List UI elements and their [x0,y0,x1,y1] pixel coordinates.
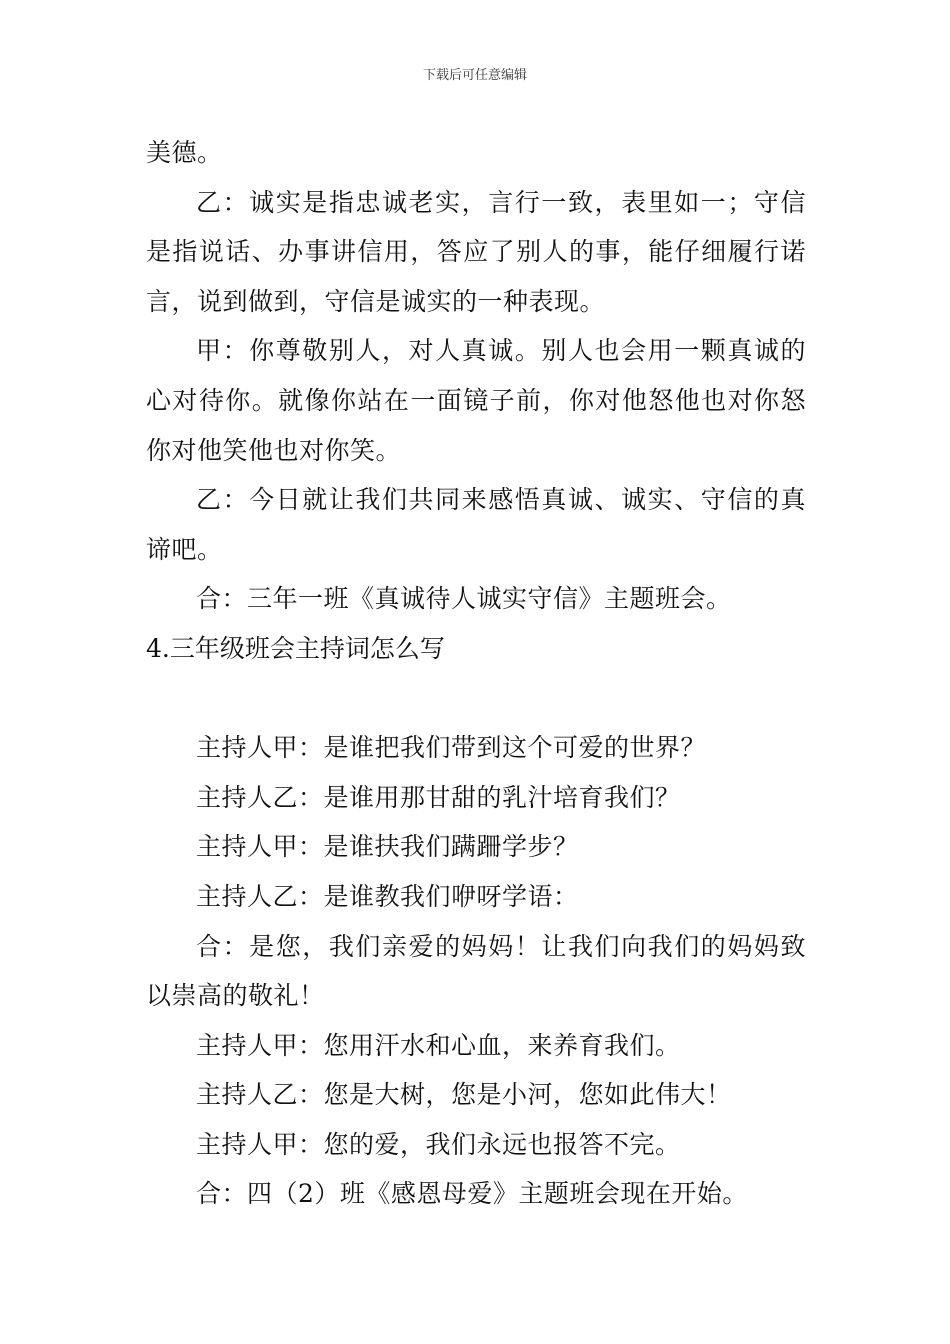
paragraph-mirror: 甲：你尊敬别人，对人真诚。别人也会用一颗真诚的心对待你。就像你站在一面镜子前，你对他怒他也对你怒你对他笑他也对你笑。 [146,336,806,465]
dialogue-line: 主持人乙：您是大树，您是小河，您如此伟大！ [196,1080,732,1110]
dialogue-line: 主持人甲：是谁把我们带到这个可爱的世界？ [196,733,707,763]
blank-line [146,674,806,724]
paragraph-class-meeting: 合：三年一班《真诚待人诚实守信》主题班会。 [196,584,732,614]
dialogue-line: 主持人甲：是谁扶我们蹒跚学步？ [196,832,579,862]
dialogue-line: 合：四（2）班《感恩母爱》主题班会现在开始。 [196,1179,748,1209]
paragraph-today: 乙：今日就让我们共同来感悟真诚、诚实、守信的真谛吧。 [146,485,806,564]
dialogue-line: 主持人甲：您用汗水和心血，来养育我们。 [196,1030,681,1060]
dialogue-line: 主持人乙：是谁用那甘甜的乳汁培育我们？ [196,782,681,812]
paragraph-honesty-definition: 乙：诚实是指忠诚老实，言行一致，表里如一；守信是指说话、办事讲信用，答应了别人的事，能仔细履行诺言，说到做到，守信是诚实的一种表现。 [146,187,806,316]
document-body [146,128,806,1219]
page-header: 下载后可任意编辑 [422,68,527,83]
dialogue-line: 合：是您，我们亲爱的妈妈！让我们向我们的妈妈致以崇高的敬礼！ [146,931,806,1011]
dialogue-line: 主持人乙：是谁教我们咿呀学语： [196,881,579,911]
paragraph-virtue: 美德。 [146,138,223,167]
dialogue-line: 主持人甲：您的爱，我们永远也报答不完。 [196,1129,681,1159]
section-heading: 4.三年级班会主持词怎么写 [146,633,445,663]
